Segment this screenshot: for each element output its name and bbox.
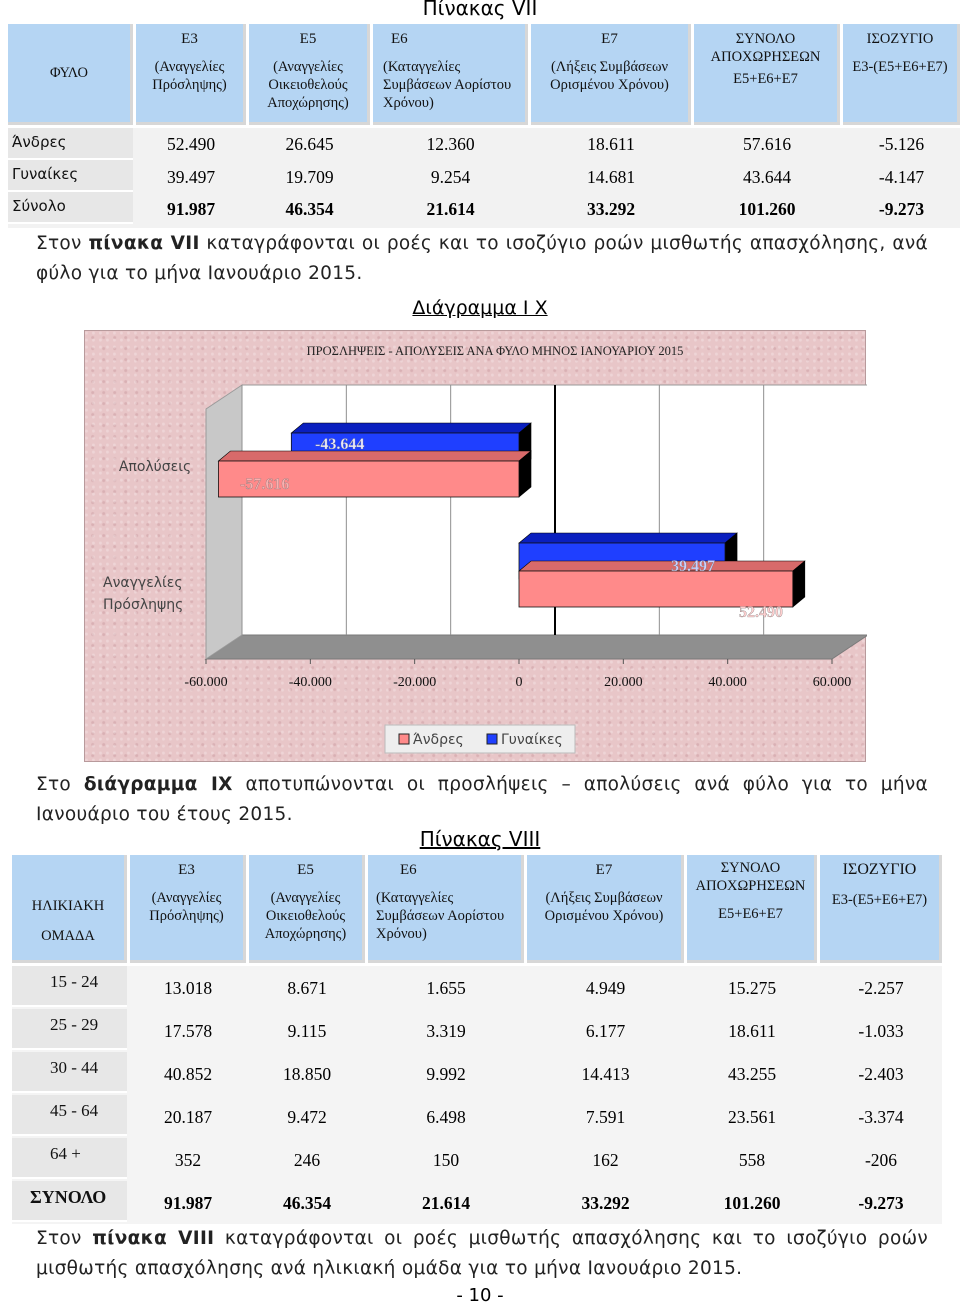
header-desc: (Καταγγελίες Συμβάσεων Αορίστου Χρόνου) [383,59,512,111]
table8-cell: 6.498 [426,1107,466,1127]
table8-cell: 352 [174,1150,202,1170]
table8-body-bg [12,966,942,1224]
paragraph-diagram [36,770,928,830]
table8-cell: 21.614 [421,1193,471,1213]
table8-header-e3 [130,855,246,963]
table8-cell: 1.655 [426,978,466,998]
row-label-text: Γυναίκες [12,165,79,183]
table8-cell: 150 [432,1150,460,1170]
table7-cell: 12.360 [426,134,475,154]
para-text: καταγράφονται οι ροές μισθωτής απασχόλησης και το ισοζύγιο ροών μισθωτής απασχόλησης ανά ηλικιακή ομάδα για το μήνα Ιανουάριο 2015. [36,1228,929,1279]
table8 [12,855,942,1227]
x-tick-label: 0 [515,675,523,690]
table7-row-label [8,192,133,224]
header-code: ΙΣΟΖΥΓΙΟ [842,861,917,878]
header-desc: (Λήξεις Συμβάσεων Ορισμένου Χρόνου) [544,890,664,924]
x-tick-label: 60.000 [812,675,852,690]
data-label: 39.497 [671,558,715,575]
table8-cell: 3.319 [426,1021,466,1041]
table7-header-e6 [373,24,528,125]
header-text: ΗΛΙΚΙΑΚΗ ΟΜΑΔΑ [31,898,105,944]
paragraph-table7 [36,229,928,289]
legend-swatch [399,734,409,744]
legend-swatch [487,734,497,744]
table7-cell: 52.490 [166,134,216,154]
table8-header-total [687,855,817,963]
bar-top [218,451,531,461]
header-desc: (Αναγγελίες Πρόσληψης) [149,890,224,924]
table7-cell: 19.709 [285,167,334,187]
table8-row-label: 25 - 29 [12,1009,127,1050]
table8-cell: 17.578 [163,1021,213,1041]
table8-cell: 33.292 [581,1193,630,1213]
para-text: Στον [36,233,89,254]
table7-cell: 21.614 [426,199,475,219]
table7-cell: -9.273 [878,199,925,219]
table7-cell: 9.254 [430,167,471,187]
table8-cell: 91.987 [163,1193,213,1213]
table7-header-e3 [136,24,246,125]
table8-cell: -3.374 [858,1107,904,1127]
bar-top [519,561,805,571]
table8-row-label: 45 - 64 [12,1095,127,1136]
header-code: Ε3 [178,862,195,878]
table7-row-label [8,128,133,160]
table7-cell: 39.497 [166,167,216,187]
header-code: Ε7 [601,31,618,47]
table7-cell: -5.126 [878,134,925,154]
table8-cell: -2.403 [858,1064,904,1084]
table8-cell: -2.257 [858,978,904,998]
legend-label: Γυναίκες [501,732,563,748]
data-label: 52.490 [739,604,783,621]
table8-cell: 18.850 [282,1064,332,1084]
table7-cell: 91.987 [166,199,216,219]
para-text: καταγράφονται οι ροές και το ισοζύγιο ροών μισθωτής απασχόλησης, ανά φύλο για το μήνα Ιανουάριο 2015. [36,233,928,284]
header-code: Ε7 [595,862,613,878]
table7-cell: -4.147 [878,167,925,187]
header-desc: Ε3-(Ε5+Ε6+Ε7) [831,892,928,908]
header-desc: (Αναγγελίες Πρόσληψης) [152,59,227,93]
data-label: -57.616 [240,476,290,493]
x-tick-label: -20.000 [393,675,437,690]
table7 [8,24,960,228]
table7-header-e5 [249,24,370,125]
table8-header-age [12,855,127,963]
table8-cell: 8.671 [287,978,327,998]
header-desc: Ε5+Ε6+Ε7 [718,906,783,922]
header-desc: (Αναγγελίες Οικειοθελούς Αποχώρησης) [264,890,347,942]
table8-cell: 23.561 [727,1107,777,1127]
plot-floor [206,635,867,659]
para-text: Στο [36,774,84,795]
page-number: - 10 - [456,1285,504,1306]
table7-header-total [694,24,840,125]
table8-cell: 6.177 [585,1021,626,1041]
table7-cell: 43.644 [742,167,792,187]
table8-cell: 9.992 [426,1064,466,1084]
table8-cell: 46.354 [282,1193,332,1213]
table8-cell: 14.413 [581,1064,630,1084]
chart-panel [84,330,866,762]
x-tick-label: -60.000 [184,675,228,690]
table7-cell: 26.645 [285,134,334,154]
row-label-text: Σύνολο [12,197,66,215]
table8-cell: 40.852 [163,1064,213,1084]
header-code: Ε5 [297,862,314,878]
header-code: Ε3 [181,31,198,47]
table8-cell: 9.115 [287,1021,327,1041]
bar-top [291,423,531,433]
table7-cell: 33.292 [586,199,636,219]
x-tick-label: -40.000 [288,675,332,690]
table7-row-label [8,160,133,192]
table8-cell: 15.275 [727,978,777,998]
table7-header-e7 [531,24,691,125]
table8-cell: 43.255 [727,1064,777,1084]
table8-row-label: 30 - 44 [12,1052,127,1093]
bar [519,571,793,607]
table8-header-e5 [249,855,365,963]
header-desc: (Αναγγελίες Οικειοθελούς Αποχώρησης) [267,59,349,111]
table8-title: Πίνακας VIII [419,827,541,851]
legend-label: Άνδρες [413,732,464,748]
chart-title: ΠΡΟΣΛΗΨΕΙΣ - ΑΠΟΛΥΣΕΙΣ ΑΝΑ ΦΥΛΟ ΜΗΝΟΣ ΙΑΝΟΥΑΡΙΟΥ 2015 [306,344,684,358]
table7-cell: 57.616 [742,134,792,154]
header-desc: (Λήξεις Συμβάσεων Ορισμένου Χρόνου) [550,59,669,93]
header-code: ΣΥΝΟΛΟ ΑΠΟΧΩΡΗΣΕΩΝ [695,860,806,894]
table7-title: Πίνακας VII [422,0,538,20]
table8-cell: 20.187 [163,1107,213,1127]
table8-cell: -9.273 [858,1193,904,1213]
bar-chart [85,331,867,763]
table8-cell: 558 [738,1150,766,1170]
para-text: Στον [36,1228,93,1249]
data-label: -43.644 [315,436,365,453]
table8-cell: 101.260 [723,1193,781,1213]
header-desc: Ε3-(Ε5+Ε6+Ε7) [852,59,948,75]
table8-cell: 7.591 [585,1107,626,1127]
row-label-text: Άνδρες [12,133,67,151]
paragraph-table8 [36,1224,928,1284]
header-desc: (Καταγγελίες Συμβάσεων Αορίστου Χρόνου) [376,890,505,942]
bar-top [519,533,737,543]
table8-cell: 18.611 [728,1021,776,1041]
diagram-heading: Διάγραμμα Ι Χ [412,297,548,319]
para-bold: πίνακα VIII [92,1228,215,1249]
plot-side-wall [206,385,242,659]
table8-cell: 9.472 [287,1107,327,1127]
category-label: Απολύσεις [118,459,192,475]
para-bold: πίνακα VII [88,233,200,254]
table8-row-label: ΣΥΝΟΛΟ [12,1181,127,1222]
table7-cell: 46.354 [285,199,334,219]
table7-header-balance [843,24,960,125]
table8-cell: 246 [293,1150,321,1170]
table8-header-e6 [368,855,524,963]
header-code: ΙΣΟΖΥΓΙΟ [866,31,934,47]
x-tick-label: 20.000 [604,675,643,690]
para-bold: διάγραμμα ΙΧ [83,774,233,795]
header-code: ΣΥΝΟΛΟ ΑΠΟΧΩΡΗΣΕΩΝ [710,31,821,65]
table8-header-balance [820,855,942,963]
table8-row-label: 64 + [12,1138,127,1179]
header-desc: Ε5+Ε6+Ε7 [733,71,798,87]
header-code: Ε6 [400,862,417,878]
table8-header-e7 [527,855,684,963]
table8-row-label: 15 - 24 [12,966,127,1007]
x-tick-label: 40.000 [708,675,747,690]
header-text: ΦΥΛΟ [50,65,88,81]
header-code: Ε6 [391,31,408,47]
table8-cell: 13.018 [163,978,213,998]
table7-header-fylo [8,24,133,125]
table7-cell: 14.681 [586,167,636,187]
table8-cell: 4.949 [585,978,626,998]
table8-cell: -206 [864,1150,898,1170]
table8-cell: -1.033 [858,1021,904,1041]
table7-cell: 101.260 [738,199,796,219]
para-text: αποτυπώνονται οι προσλήψεις – απολύσεις ανά φύλο για το μήνα Ιανουάριο του έτους 2015. [36,774,928,825]
header-code: Ε5 [299,31,317,47]
table8-cell: 162 [592,1150,619,1170]
category-label: Αναγγελίες Πρόσληψης [103,575,184,613]
table7-cell: 18.611 [587,134,635,154]
